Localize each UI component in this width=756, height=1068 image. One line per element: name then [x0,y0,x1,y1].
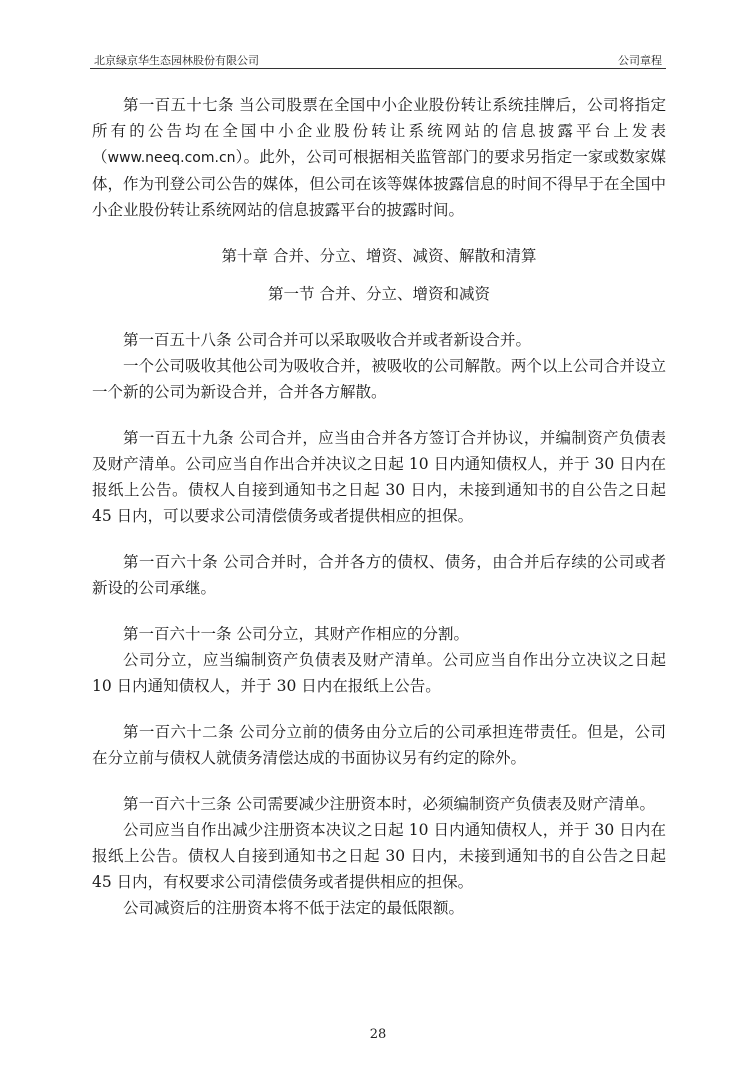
header-document-title: 公司章程 [618,54,662,67]
document-body [92,92,666,921]
article-158-label: 第一百五十八条 [123,331,232,349]
article-160 [92,549,666,601]
article-160-text: 公司合并时，合并各方的债权、债务，由合并后存续的公司或者新设的公司承继。 [92,553,666,597]
article-157 [92,92,666,223]
page-number: 28 [369,1027,387,1042]
article-157-text-a: 当公司股票在全国中小企业股份转让系统挂牌后，公司将指定所有的公告均在全国中小企业股份转让系统网站的信息披露平台上发表（ [92,96,666,166]
article-158-paragraph-2: 一个公司吸收其他公司为吸收合并，被吸收的公司解散。两个以上公司合并设立一个新的公司为新设合并，合并各方解散。 [92,357,666,401]
article-157-label: 第一百五十七条 [123,96,234,114]
article-162-label: 第一百六十二条 [123,723,234,741]
article-158 [92,327,666,353]
article-159-text: 公司合并，应当由合并各方签订合并协议，并编制资产负债表及财产清单。公司应当自作出合并决议之日起 10 日内通知债权人，并于 30 日内在报纸上公告。债权人自接到通知书之日起 30 日内，未接到通知书的自公告之日起 45 日内，可以要求公司清偿债务或者提供相应的担保。 [92,429,666,525]
article-162 [92,719,666,771]
article-159-label: 第一百五十九条 [123,429,234,447]
article-162-text: 公司分立前的债务由分立后的公司承担连带责任。但是，公司在分立前与债权人就债务清偿达成的书面协议另有约定的除外。 [92,723,666,767]
article-160-label: 第一百六十条 [123,553,218,571]
article-163-text: 公司需要减少注册资本时，必须编制资产负债表及财产清单。 [231,795,655,813]
article-163-paragraph-3: 公司减资后的注册资本将不低于法定的最低限额。 [123,899,465,917]
article-157-url: www.neeq.com.cn [107,150,236,166]
article-163-label: 第一百六十三条 [123,795,232,813]
article-161-paragraph-2: 公司分立，应当编制资产负债表及财产清单。公司应当自作出分立决议之日起 10 日内通知债权人，并于 30 日内在报纸上公告。 [92,651,666,695]
article-159 [92,425,666,529]
article-158-text: 公司合并可以采取吸收合并或者新设合并。 [231,331,531,349]
chapter-heading: 第十章 合并、分立、增资、减资、解散和清算 [221,247,537,265]
section-heading: 第一节 合并、分立、增资和减资 [268,285,490,303]
article-161-label: 第一百六十一条 [123,625,232,643]
article-163-paragraph-2: 公司应当自作出减少注册资本决议之日起 10 日内通知债权人，并于 30 日内在报纸上公告。债权人自接到通知书之日起 30 日内，未接到通知书的自公告之日起 45 日内，有权要求公司清偿债务或者提供相应的担保。 [92,821,666,891]
page-header [90,50,666,69]
article-161 [92,621,666,647]
article-163 [92,791,666,817]
article-157-text-b: ）。此外，公司可根据相关监管部门的要求另指定一家或数家媒体，作为刊登公司公告的媒体，但公司在该等媒体披露信息的时间不得早于在全国中小企业股份转让系统网站的信息披露平台的披露时间。 [92,148,666,219]
header-company-name: 北京绿京华生态园林股份有限公司 [94,54,259,67]
article-161-text: 公司分立，其财产作相应的分割。 [231,625,469,643]
